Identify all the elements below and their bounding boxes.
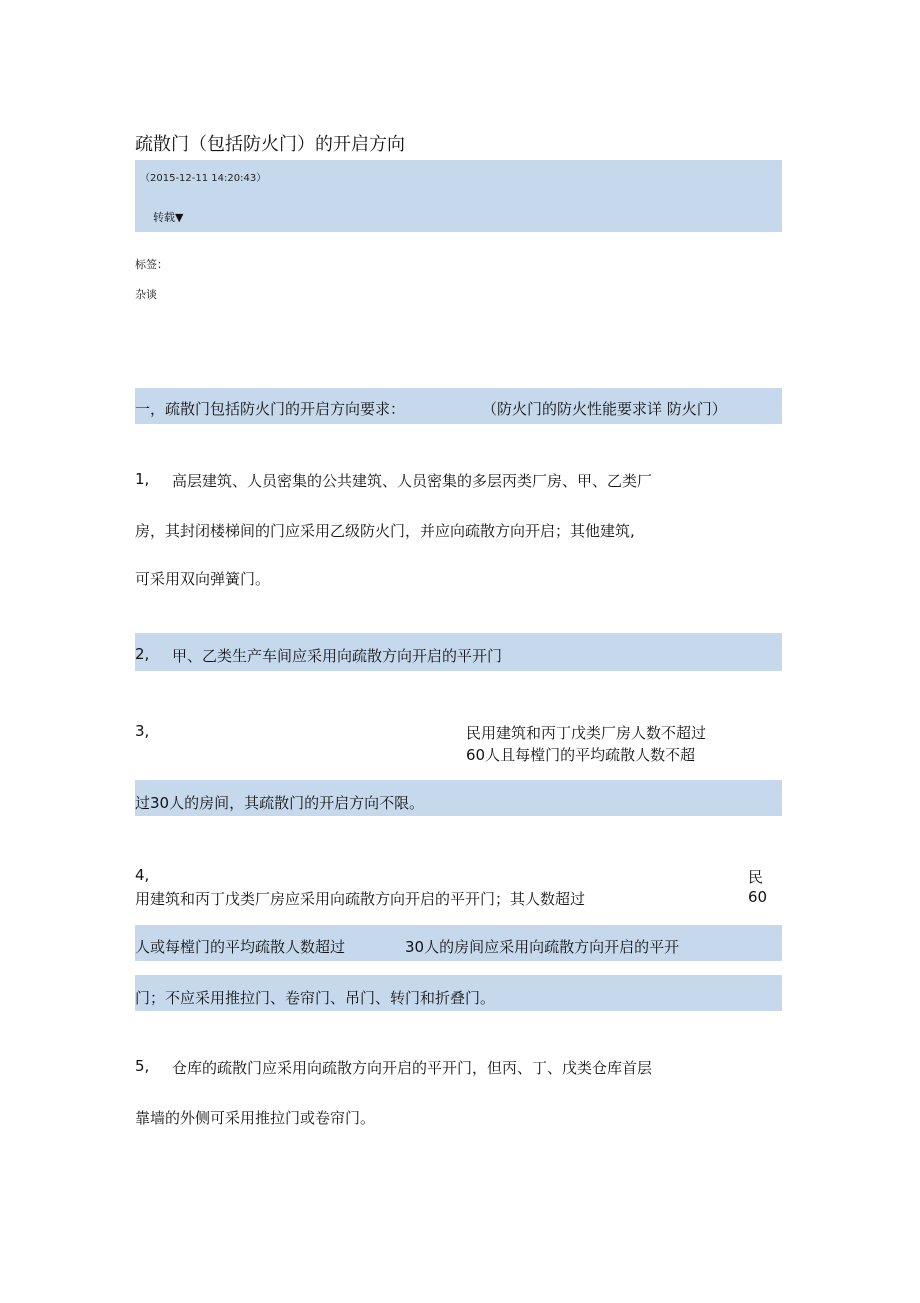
- paragraph-line: 人或每樘门的平均疏散人数超过: [135, 938, 346, 956]
- paragraph-line: 房，其封闭楼梯间的门应采用乙级防火门，并应向疏散方向开启；其他建筑,: [135, 522, 635, 540]
- paragraph-fragment: 民: [748, 868, 764, 886]
- item-number: 1,: [135, 470, 150, 488]
- item-number: 3,: [135, 722, 150, 740]
- paragraph-line: 30人的房间应采用向疏散方向开启的平开: [405, 938, 680, 956]
- paragraph-line: 民用建筑和丙丁戊类厂房人数不超过: [466, 724, 707, 742]
- paragraph-line: 门；不应采用推拉门、卷帘门、吊门、转门和折叠门。: [135, 989, 496, 1007]
- page-title: 疏散门（包括防火门）的开启方向: [135, 134, 405, 155]
- timestamp: （2015-12-11 14:20:43）: [140, 173, 267, 184]
- paragraph-line: 可采用双向弹簧门。: [135, 570, 271, 588]
- paragraph-line: 用建筑和丙丁戊类厂房应采用向疏散方向开启的平开门；其人数超过: [135, 890, 586, 908]
- paragraph-line: 仓库的疏散门应采用向疏散方向开启的平开门，但丙、丁、戊类仓库首层: [172, 1059, 653, 1077]
- paragraph-fragment: 60: [748, 888, 768, 906]
- paragraph-line: 高层建筑、人员密集的公共建筑、人员密集的多层丙类厂房、甲、乙类厂: [172, 472, 653, 490]
- paragraph-line: 甲、乙类生产车间应采用向疏散方向开启的平开门: [172, 647, 503, 665]
- tag-link[interactable]: 杂谈: [135, 288, 157, 301]
- item-number: 4,: [135, 866, 150, 884]
- item-number: 5,: [135, 1057, 150, 1075]
- tags-label: 标签：: [135, 258, 168, 271]
- section-heading: 一，疏散门包括防火门的开启方向要求：: [135, 400, 406, 418]
- item-number: 2,: [135, 645, 150, 663]
- section-heading-note: （防火门的防火性能要求详 防火门）: [482, 400, 727, 418]
- repost-button[interactable]: 转载▼: [153, 211, 184, 224]
- paragraph-line: 60人且每樘门的平均疏散人数不超: [466, 746, 696, 764]
- paragraph-line: 过30人的房间，其疏散门的开启方向不限。: [135, 794, 425, 812]
- paragraph-line: 靠墙的外侧可采用推拉门或卷帘门。: [135, 1109, 376, 1127]
